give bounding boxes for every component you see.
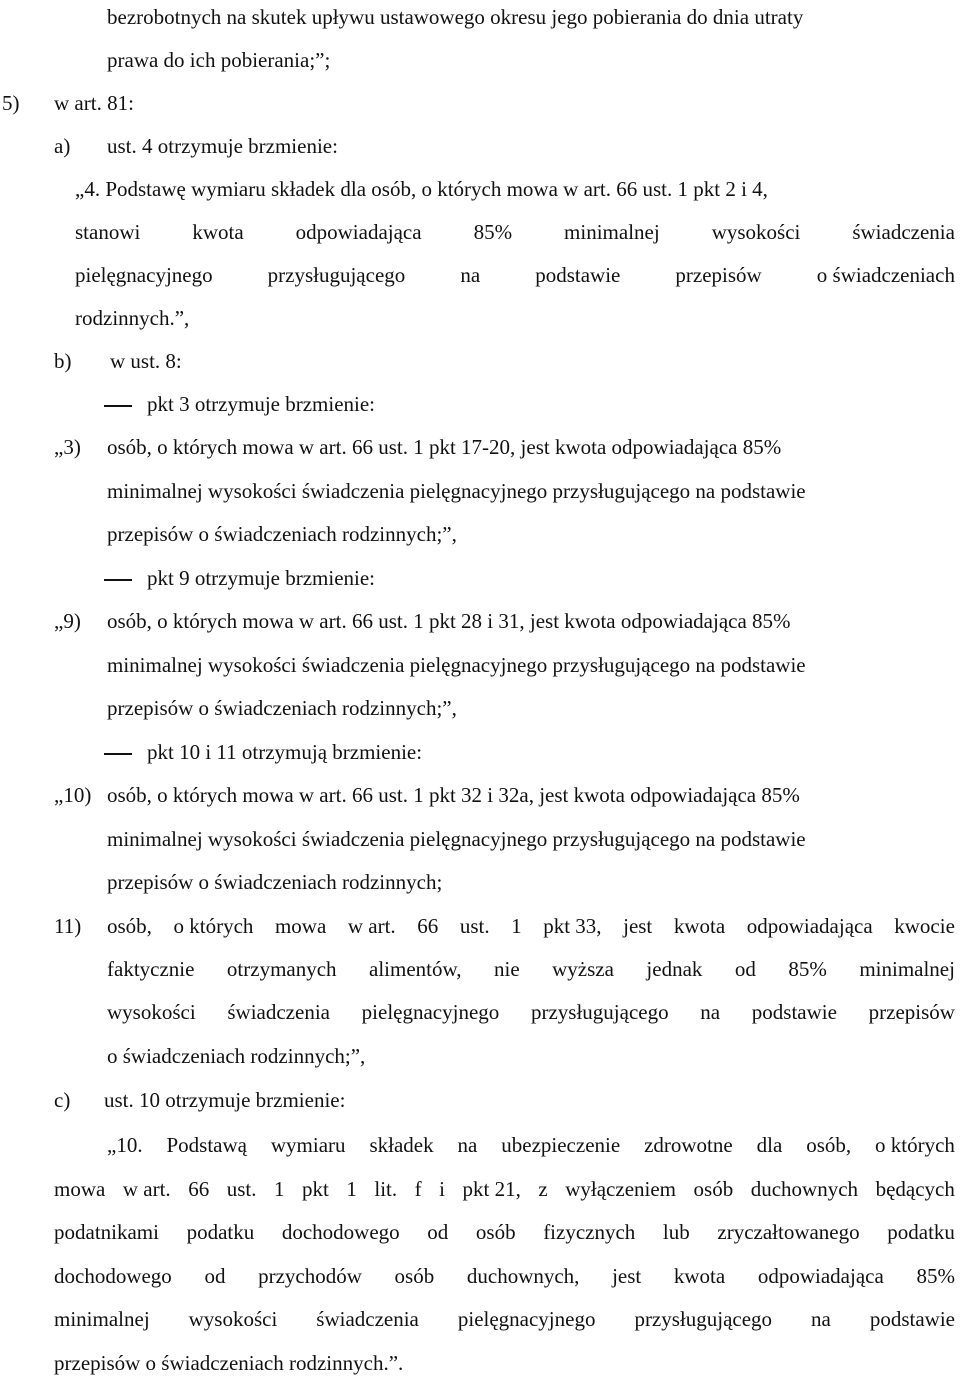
text-line: minimalnej wysokości świadczenia pielęgnacyjnego przysługującego na podstawie	[107, 653, 806, 677]
text-line: przepisów o świadczeniach rodzinnych;”,	[107, 696, 457, 720]
text-line: prawa do ich pobierania;”;	[107, 48, 331, 72]
text-line: minimalnej wysokości świadczenia pielęgnacyjnego przysługującego na podstawie	[107, 827, 806, 851]
item-letter: a)	[54, 134, 71, 158]
text-line: osób, o których mowa w art. 66 ust. 1 pkt 17-20, jest kwota odpowiadająca 85%	[107, 435, 782, 459]
word: na	[811, 1307, 831, 1331]
word: duchownych	[750, 1177, 859, 1201]
word: minimalnej	[564, 220, 660, 244]
word: ust.	[226, 1177, 257, 1201]
word: 1	[273, 1177, 285, 1201]
word: ust.	[459, 914, 490, 938]
word: 85%	[473, 220, 513, 244]
word: wymiaru	[270, 1133, 346, 1157]
word: w art.	[122, 1177, 171, 1201]
word: 85%	[916, 1264, 955, 1288]
word: ubezpieczenie	[501, 1133, 621, 1157]
word: f	[414, 1177, 422, 1201]
word: podatnikami	[54, 1220, 159, 1244]
item-number: „10)	[54, 783, 92, 807]
word: stanowi	[75, 220, 141, 244]
text-line: przepisów o świadczeniach rodzinnych.”.	[54, 1351, 404, 1375]
text-line	[107, 913, 955, 939]
item-number: 11)	[54, 914, 82, 938]
word: pkt	[302, 1177, 329, 1201]
text-line: pkt 10 i 11 otrzymują brzmienie:	[147, 740, 423, 764]
word: 1	[511, 914, 522, 938]
item-letter: b)	[54, 349, 72, 373]
word: lit.	[374, 1177, 398, 1201]
word: przepisów	[868, 1000, 955, 1024]
word: mowa	[54, 1177, 106, 1201]
word: podstawie	[869, 1307, 955, 1331]
word: przepisów	[675, 263, 762, 287]
item-letter: c)	[54, 1088, 71, 1112]
text-line: ust. 10 otrzymuje brzmienie:	[104, 1088, 346, 1112]
dash	[104, 753, 132, 755]
text-line: bezrobotnych na skutek upływu ustawowego okresu jego pobierania do dnia utraty	[107, 5, 804, 29]
word: w art.	[347, 914, 396, 938]
word: na	[700, 1000, 721, 1024]
word: kwota	[673, 1264, 726, 1288]
word: od	[427, 1220, 449, 1244]
word: podstawie	[535, 263, 621, 287]
word: pielęgnacyjnego	[361, 1000, 500, 1024]
text-line	[54, 1306, 955, 1332]
word: kwota	[192, 220, 244, 244]
word: fizycznych	[543, 1220, 636, 1244]
text-line: w ust. 8:	[110, 349, 182, 373]
word: alimentów,	[369, 957, 462, 981]
text-line: o świadczeniach rodzinnych;”,	[107, 1044, 366, 1068]
text-line: minimalnej wysokości świadczenia pielęgnacyjnego przysługującego na podstawie	[107, 479, 806, 503]
word: pkt 21,	[462, 1177, 521, 1201]
word: osób	[394, 1264, 435, 1288]
word: „10.	[107, 1133, 143, 1157]
item-number: „3)	[54, 435, 81, 459]
word: pkt 33,	[543, 914, 602, 938]
word: wysokości	[711, 220, 801, 244]
word: otrzymanych	[226, 957, 337, 981]
word: będących	[875, 1177, 955, 1201]
text-line: ust. 4 otrzymuje brzmienie:	[107, 134, 338, 158]
text-line	[54, 1219, 955, 1245]
word: na	[460, 263, 481, 287]
word: jednak	[646, 957, 703, 981]
text-line	[107, 999, 955, 1025]
word: jest	[623, 914, 653, 938]
text-line: pkt 9 otrzymuje brzmienie:	[147, 566, 376, 590]
word: 85%	[788, 957, 827, 981]
word: wyłączeniem	[565, 1177, 677, 1201]
word: przysługującego	[634, 1307, 773, 1331]
word: nie	[494, 957, 520, 981]
word: świadczenia	[316, 1307, 419, 1331]
word: o świadczeniach	[816, 263, 955, 287]
word: pielęgnacyjnego	[457, 1307, 596, 1331]
word: minimalnej	[54, 1307, 150, 1331]
word: podatku	[186, 1220, 255, 1244]
text-line: pkt 3 otrzymuje brzmienie:	[147, 392, 376, 416]
text-line: przepisów o świadczeniach rodzinnych;”,	[107, 522, 457, 546]
text-line	[107, 956, 955, 982]
word: jest	[612, 1264, 642, 1288]
item-number: „9)	[54, 609, 81, 633]
word: duchownych,	[466, 1264, 580, 1288]
word: odpowiadająca	[746, 914, 873, 938]
text-line: osób, o których mowa w art. 66 ust. 1 pkt 32 i 32a, jest kwota odpowiadająca 85%	[107, 783, 800, 807]
word: przysługującego	[530, 1000, 669, 1024]
word: wysokości	[188, 1307, 278, 1331]
word: składek	[369, 1133, 434, 1157]
word: wyższa	[552, 957, 614, 981]
text-line	[75, 262, 955, 288]
word: przychodów	[258, 1264, 362, 1288]
word: wysokości	[107, 1000, 196, 1024]
word: podatku	[887, 1220, 955, 1244]
dash	[104, 579, 132, 581]
item-number: 5)	[2, 91, 20, 115]
word: 1	[346, 1177, 357, 1201]
word: pielęgnacyjnego	[75, 263, 213, 287]
word: zryczałtowanego	[717, 1220, 860, 1244]
word: przysługującego	[267, 263, 406, 287]
dash	[104, 405, 132, 407]
word: odpowiadająca	[757, 1264, 884, 1288]
word: 66	[188, 1177, 210, 1201]
word: świadczenia	[852, 220, 955, 244]
word: podstawie	[751, 1000, 837, 1024]
word: na	[457, 1133, 478, 1157]
word: z	[538, 1177, 548, 1201]
text-line: w art. 81:	[54, 91, 134, 115]
word: odpowiadająca	[295, 220, 422, 244]
word: osób,	[806, 1133, 852, 1157]
word: kwota	[673, 914, 726, 938]
word: kwocie	[894, 914, 955, 938]
text-line	[54, 1176, 955, 1202]
word: o których	[173, 914, 254, 938]
text-line: rodzinnych.”,	[75, 306, 190, 330]
word: dochodowego	[281, 1220, 400, 1244]
word: mowa	[274, 914, 327, 938]
word: dochodowego	[54, 1264, 172, 1288]
text-line: przepisów o świadczeniach rodzinnych;	[107, 870, 443, 894]
word: osób	[475, 1220, 516, 1244]
word: lub	[662, 1220, 690, 1244]
word: zdrowotne	[644, 1133, 733, 1157]
word: od	[204, 1264, 226, 1288]
word: minimalnej	[859, 957, 955, 981]
word: świadczenia	[227, 1000, 330, 1024]
word: 66	[417, 914, 439, 938]
word: dla	[756, 1133, 783, 1157]
text-line	[75, 219, 955, 245]
text-line: „4. Podstawę wymiaru składek dla osób, o których mowa w art. 66 ust. 1 pkt 2 i 4,	[75, 177, 768, 201]
text-line	[107, 1132, 955, 1158]
word: faktycznie	[107, 957, 195, 981]
word: osób,	[107, 914, 152, 938]
word: od	[734, 957, 756, 981]
text-line: osób, o których mowa w art. 66 ust. 1 pkt 28 i 31, jest kwota odpowiadająca 85%	[107, 609, 791, 633]
word: Podstawą	[166, 1133, 247, 1157]
text-line	[54, 1263, 955, 1289]
word: o których	[875, 1133, 955, 1157]
word: osób	[693, 1177, 734, 1201]
word: i	[439, 1177, 446, 1201]
